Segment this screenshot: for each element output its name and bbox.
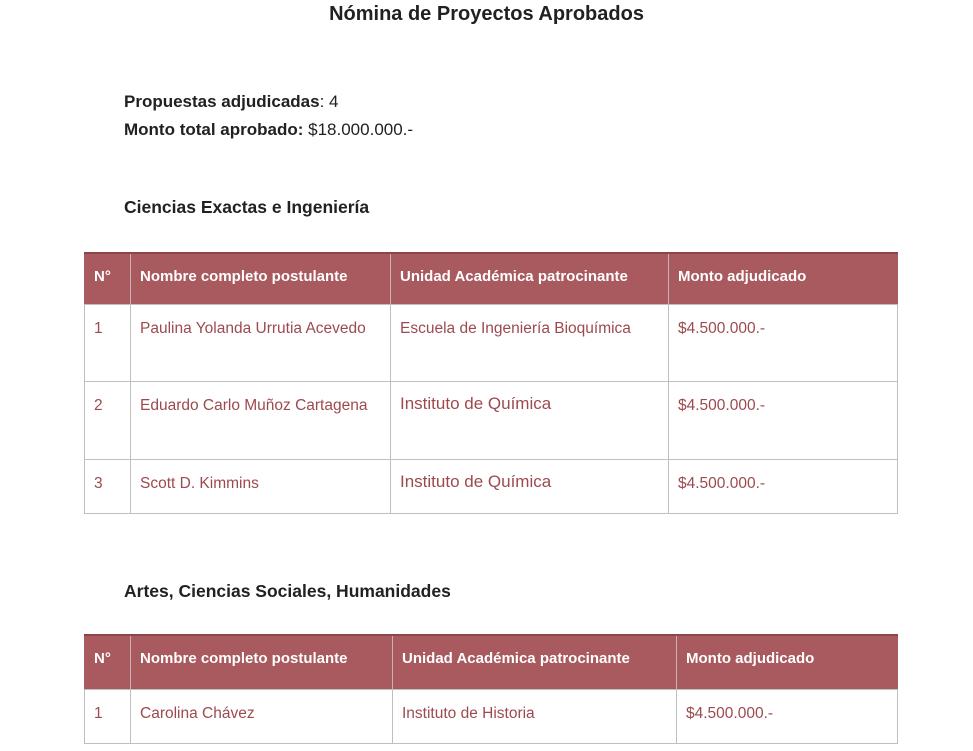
cell-unit: Instituto de Historia <box>393 689 677 743</box>
col-header-unit: Unidad Académica patrocinante <box>393 635 677 689</box>
cell-amount: $4.500.000.- <box>669 381 898 459</box>
projects-table-artes-humanidades <box>84 634 898 744</box>
page-title: Nómina de Proyectos Aprobados <box>329 3 644 25</box>
col-header-name: Nombre completo postulante <box>131 635 393 689</box>
section-heading-ciencias-exactas: Ciencias Exactas e Ingeniería <box>124 197 370 217</box>
table-row <box>85 459 898 513</box>
col-header-number: N° <box>85 635 131 689</box>
cell-number: 1 <box>85 304 131 381</box>
cell-unit: Instituto de Química <box>391 459 669 513</box>
table-row <box>85 381 898 459</box>
table-header-row <box>85 635 898 689</box>
cell-name: Eduardo Carlo Muñoz Cartagena <box>131 381 391 459</box>
table-header-row <box>85 253 898 304</box>
summary-value-total: $18.000.000.- <box>303 120 414 139</box>
cell-name: Carolina Chávez <box>131 689 393 743</box>
col-header-amount: Monto adjudicado <box>669 253 898 304</box>
cell-amount: $4.500.000.- <box>677 689 898 743</box>
col-header-number: N° <box>85 253 131 304</box>
cell-name: Scott D. Kimmins <box>131 459 391 513</box>
projects-table-ciencias-exactas <box>84 252 898 514</box>
summary-line-proposals <box>124 88 413 116</box>
summary-label-proposals: Propuestas adjudicadas <box>124 92 320 111</box>
summary-line-total <box>124 116 413 144</box>
col-header-unit: Unidad Académica patrocinante <box>391 253 669 304</box>
section-heading-artes-humanidades: Artes, Ciencias Sociales, Humanidades <box>124 581 451 601</box>
cell-amount: $4.500.000.- <box>669 304 898 381</box>
cell-number: 2 <box>85 381 131 459</box>
cell-unit: Escuela de Ingeniería Bioquímica <box>391 304 669 381</box>
summary-label-total: Monto total aprobado: <box>124 120 304 139</box>
table-row <box>85 304 898 381</box>
cell-number: 1 <box>85 689 131 743</box>
cell-number: 3 <box>85 459 131 513</box>
table-row <box>85 689 898 743</box>
summary-block <box>124 88 413 144</box>
cell-amount: $4.500.000.- <box>669 459 898 513</box>
cell-name: Paulina Yolanda Urrutia Acevedo <box>131 304 391 381</box>
col-header-name: Nombre completo postulante <box>131 253 391 304</box>
col-header-amount: Monto adjudicado <box>677 635 898 689</box>
cell-unit: Instituto de Química <box>391 381 669 459</box>
summary-value-proposals: : 4 <box>319 92 339 111</box>
